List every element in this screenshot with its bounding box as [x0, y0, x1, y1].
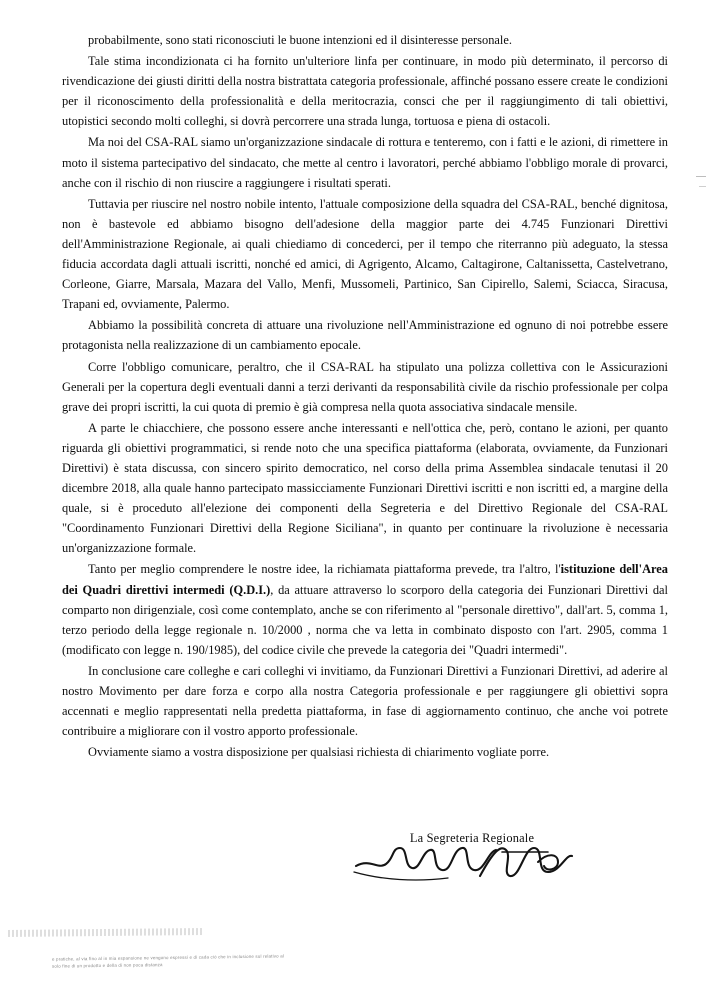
signature-label: La Segreteria Regionale: [409, 831, 535, 845]
document-body: [62, 30, 668, 762]
paragraph: Corre l'obbligo comunicare, peraltro, che il CSA-RAL ha stipulato una polizza collettiva con le Assicurazioni Generali per la copertura degli eventuali danni a terzi derivanti da responsabilità civile da rischio professionale per colpa grave dei propri iscritti, la cui quota di premio è già compresa nella quota associativa sindacale mensile.: [62, 359, 668, 414]
handwritten-signature-icon: [342, 842, 602, 888]
scan-artifact-text: e pratiche, al via fino al in mia espansione ne vengono espressi e di cada ciò che in inclusione sul relativo al solo fine di un prodotto e della di non poca distanza: [52, 953, 285, 969]
paragraph: Abbiamo la possibilità concreta di attuare una rivoluzione nell'Amministrazione ed ognuno di noi potrebbe essere protagonista nella realizzazione di un cambiamento epocale.: [62, 318, 668, 353]
emphasis-qdi: istituzione dell'Area dei Quadri direttivi intermedi (Q.D.I.): [62, 562, 668, 597]
scan-artifact-smudge: [8, 928, 204, 937]
paragraph: A parte le chiacchiere, che possono essere anche interessanti e nell'ottica che, però, contano le azioni, per quanto riguarda gli obiettivi programmatici, si rende noto che una specifica piattaforma (elaborata, ovviamente, da Funzionari Direttivi) è stata discussa, con sincero spirito democratico, nel corso della prima Assemblea sindacale tenutasi il 20 dicembre 2018, alla quale hanno partecipato massicciamente Funzionari Direttivi iscritti e non iscritti ed, a margine della quale, si è proceduto all'elezione dei componenti della Segreteria e del Direttivo Regionale del CSA-RAL "Coordinamento Funzionari Direttivi della Regione Siciliana", in quanto per continuare la rivoluzione è necessaria un'organizzazione formale.: [62, 420, 668, 556]
paragraph-with-emphasis: [62, 559, 668, 659]
paragraph: Ovviamente siamo a vostra disposizione per qualsiasi richiesta di chiarimento vogliate porre.: [88, 745, 550, 760]
paragraph: Tuttavia per riuscire nel nostro nobile intento, l'attuale composizione della squadra del CSA-RAL, benché dignitosa, non è bastevole ed abbiamo bisogno dell'adesione della maggior parte dei 4.745 Funzionari Direttivi dell'Amministrazione Regionale, ai quali chiediamo di concederci, per il tempo che riterranno più adeguato, la stessa fiducia accordata dagli attuali iscritti, nonché ed amici, di Agrigento, Alcamo, Caltagirone, Caltanissetta, Castelvetrano, Corleone, Giarre, Marsala, Mazara del Vallo, Menfi, Mussomeli, Partinico, San Cipirello, Salemi, Sciacca, Siracusa, Trapani ed, ovviamente, Palermo.: [62, 196, 668, 312]
paragraph: Tale stima incondizionata ci ha fornito un'ulteriore linfa per continuare, in modo più determinato, il percorso di rivendicazione dei giusti diritti della nostra bistrattata categoria professionale, affinché possano essere create le condizioni per il riconoscimento della professionalità e della meritocrazia, consci che per il raggiungimento di tali obiettivi, utopistici secondo molti colleghi, si dovrà percorrere una strada lunga, tortuosa e piena di ostacoli.: [62, 54, 668, 129]
scan-edge-mark-secondary: [699, 186, 706, 187]
paragraph-text-before: Tanto per meglio comprendere le nostre idee, la richiamata piattaforma prevede, tra l'altro, l': [88, 562, 561, 577]
paragraph-text-after: , da attuare attraverso lo scorporo della categoria dei Funzionari Direttivi dal comparto non dirigenziale, così come contemplato, anche se con riferimento al "personale direttivo", dall'art. 5, comma 1, terzo periodo della legge regionale n. 10/2000 , norma che va letta in combinato disposto con l'art. 2905, comma 1 (modificato con legge n. 190/1985), del codice civile che prevede la categoria dei "Quadri intermedi".: [62, 582, 668, 657]
paragraph: In conclusione care colleghe e cari colleghi vi invitiamo, da Funzionari Direttivi a Funzionari Direttivi, ad aderire al nostro Movimento per dare forza e corpo alla nostra Categoria professionale e per raggiungere gli obiettivi sopra accennati e meglio rappresentati nella predetta piattaforma, in fase di aggiornamento continuo, che anche voi potrete contribuire a migliorare con il vostro apporto professionale.: [62, 663, 668, 739]
signature-block: [342, 831, 602, 888]
scan-edge-mark: [696, 176, 706, 177]
paragraph: Ma noi del CSA-RAL siamo un'organizzazione sindacale di rottura e tenteremo, con i fatti e le azioni, di rimettere in moto il sistema partecipativo del sindacato, che mette al centro i lavoratori, perché abbiamo l'obbligo morale di provarci, anche con il rischio di non riuscire a raggiungere i risultati sperati.: [62, 135, 668, 190]
lead-line: probabilmente, sono stati riconosciuti le buone intenzioni ed il disinteresse personale.: [88, 33, 512, 47]
